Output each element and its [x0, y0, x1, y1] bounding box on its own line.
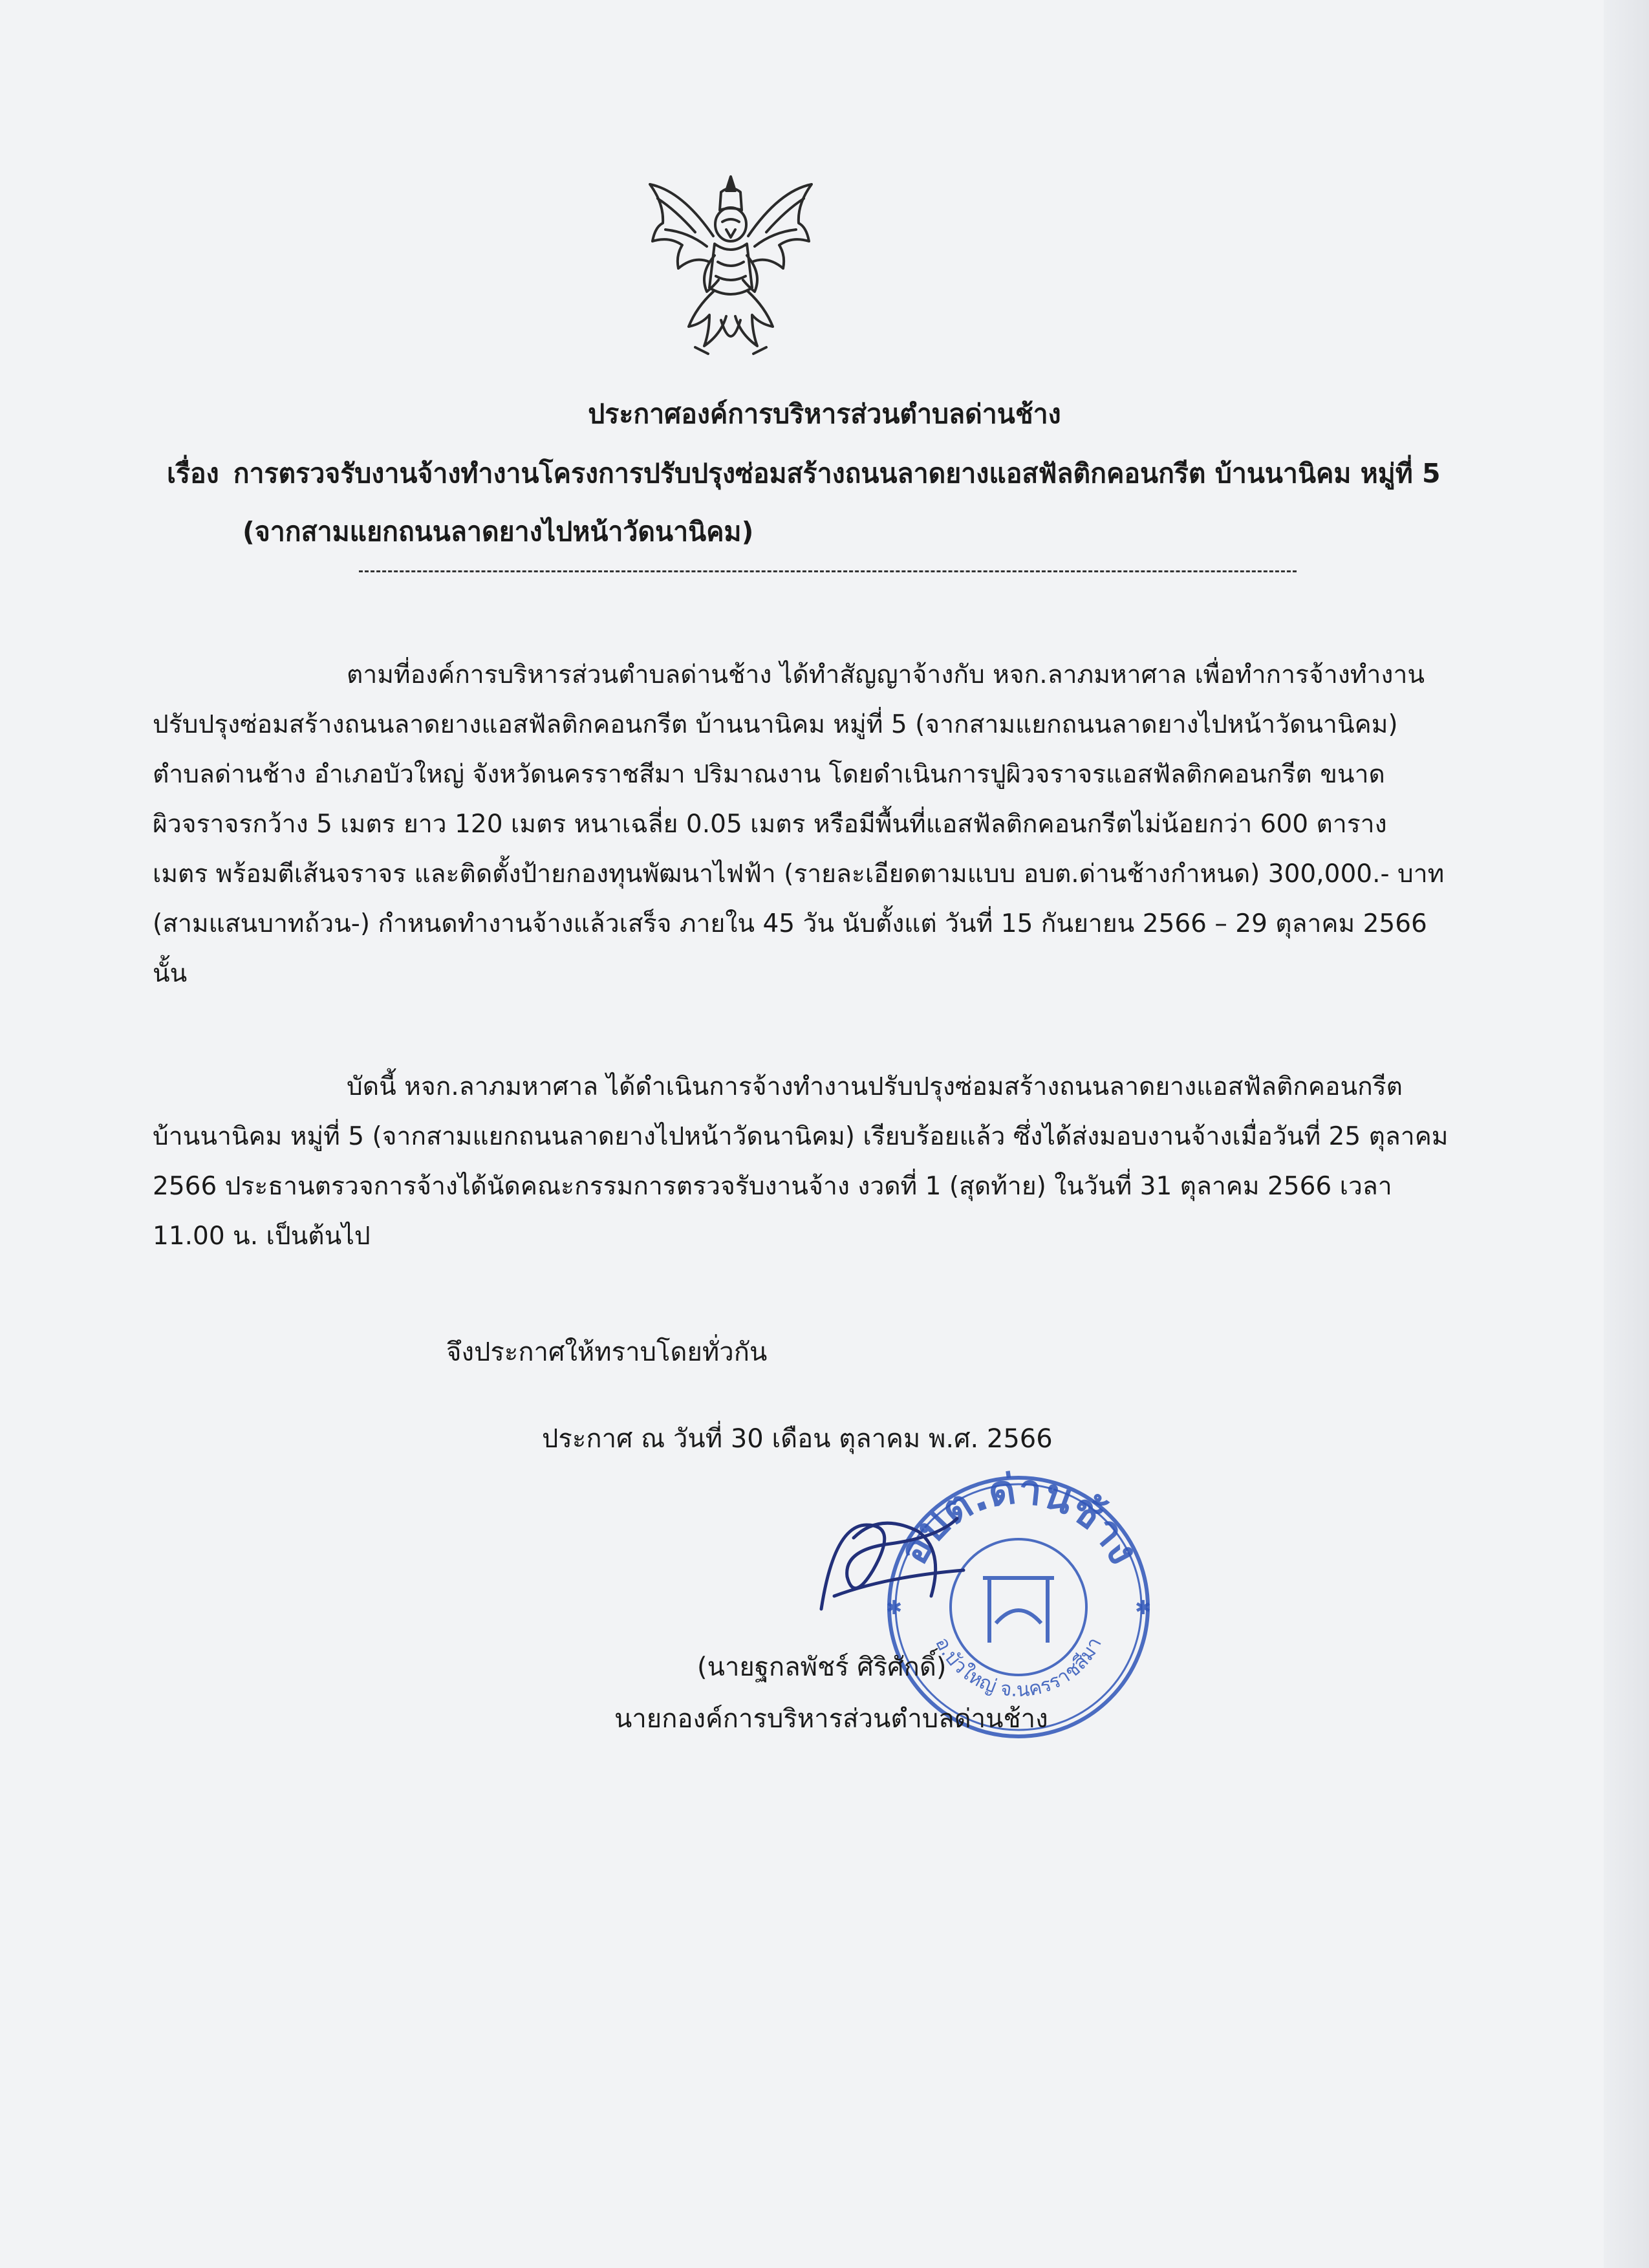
garuda-emblem [637, 165, 824, 365]
paragraph-line: ผิวจราจรกว้าง 5 เมตร ยาว 120 เมตร หนาเฉลี่ย 0.05 เมตร หรือมีพื้นที่แอสฟัลติกคอนกรีตไม่น้อยกว่า 600 ตาราง [153, 810, 1387, 839]
svg-text:✱: ✱ [1135, 1597, 1152, 1619]
paragraph-line: ตามที่องค์การบริหารส่วนตำบลด่านช้าง ได้ทำสัญญาจ้างกับ หจก.ลาภมหาศาล เพื่อทำการจ้างทำงาน [347, 660, 1425, 689]
paragraph-line: บ้านนานิคม หมู่ที่ 5 (จากสามแยกถนนลาดยางไปหน้าวัดนานิคม) เรียบร้อยแล้ว ซึ่งได้ส่งมอบงานจ้างเมื่อวันที่ 25 ตุลาคม [153, 1122, 1449, 1151]
stamp-text-top: อบต.ด่านช้าง [889, 1468, 1148, 1573]
paragraph-line: นั้น [153, 959, 188, 988]
svg-text:✱: ✱ [886, 1597, 903, 1619]
paragraph-line: 11.00 น. เป็นต้นไป [153, 1222, 371, 1251]
subject-label: เรื่อง [167, 458, 219, 489]
paragraph-line: เมตร พร้อมตีเส้นจราจร และติดตั้งป้ายกองทุนพัฒนาไฟฟ้า (รายละเอียดตามแบบ อบต.ด่านช้างกำหนด) 300,000.- บาท [153, 859, 1445, 889]
dashed-separator [359, 570, 1297, 572]
stamp-text-bottom: อ.บัวใหญ่ จ.นครราชสีมา [931, 1634, 1106, 1702]
subject-line [167, 453, 1441, 495]
handwritten-signature [808, 1499, 976, 1628]
paragraph-line: ปรับปรุงซ่อมสร้างถนนลาดยางแอสฟัลติกคอนกรีต บ้านนานิคม หมู่ที่ 5 (จากสามแยกถนนลาดยางไปหน้าวัดนานิคม) [153, 710, 1398, 739]
subject-text-continued: (จากสามแยกถนนลาดยางไปหน้าวัดนานิคม) [242, 516, 754, 547]
closing-statement: จึงประกาศให้ทราบโดยทั่วกัน [446, 1337, 768, 1367]
paragraph-line: 2566 ประธานตรวจการจ้างได้นัดคณะกรรมการตรวจรับงานจ้าง งวดที่ 1 (สุดท้าย) ในวันที่ 31 ตุลาคม 2566 เวลา [153, 1172, 1392, 1201]
paper-edge [1604, 0, 1649, 2268]
paragraph-inspection [153, 1062, 1511, 1261]
signer-title: นายกองค์การบริหารส่วนตำบลด่านช้าง [614, 1704, 1048, 1734]
announcement-date: ประกาศ ณ วันที่ 30 เดือน ตุลาคม พ.ศ. 2566 [542, 1424, 1053, 1454]
announcement-title: ประกาศองค์การบริหารส่วนตำบลด่านช้าง [588, 398, 1061, 429]
paragraph-contract [153, 650, 1511, 999]
signer-name: (นายฐกลพัชร์ ศิริศักดิ์) [697, 1652, 947, 1682]
paragraph-line: (สามแสนบาทถ้วน-) กำหนดทำงานจ้างแล้วเสร็จ ภายใน 45 วัน นับตั้งแต่ วันที่ 15 กันยายน 2566 – 29 ตุลาคม 2566 [153, 909, 1427, 938]
subject-text: การตรวจรับงานจ้างทำงานโครงการปรับปรุงซ่อมสร้างถนนลาดยางแอสฟัลติกคอนกรีต บ้านนานิคม หมู่ที่ 5 [233, 458, 1441, 489]
paragraph-line: บัดนี้ หจก.ลาภมหาศาล ได้ดำเนินการจ้างทำงานปรับปรุงซ่อมสร้างถนนลาดยางแอสฟัลติกคอนกรีต [347, 1072, 1403, 1101]
paragraph-line: ตำบลด่านช้าง อำเภอบัวใหญ่ จังหวัดนครราชสีมา ปริมาณงาน โดยดำเนินการปูผิวจราจรแอสฟัลติกคอนกรีต ขนาด [153, 760, 1385, 789]
